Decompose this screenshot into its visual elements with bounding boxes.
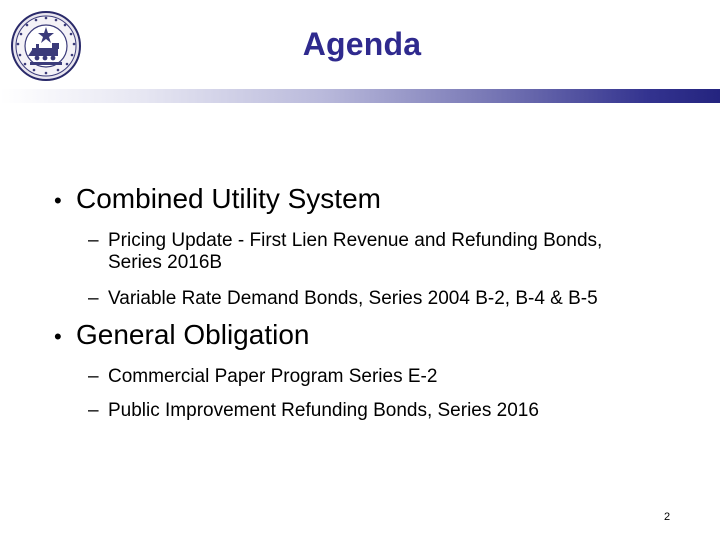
sub-item-commercial-paper [88,366,437,388]
bullet-icon: • [54,188,62,213]
slide-title: Agenda [302,26,422,62]
section-general-obligation [54,319,309,353]
sub-item-pricing-update [88,230,602,274]
sub-item-text: Variable Rate Demand Bonds, Series 2004 B-2, B-4 & B-5 [108,288,598,309]
dash-icon: – [88,366,99,387]
sub-item-text: Pricing Update - First Lien Revenue and Refunding Bonds, [108,230,603,251]
sub-item-variable-rate [88,288,598,310]
section-label: General Obligation [76,319,310,350]
dash-icon: – [88,400,99,421]
section-label: Combined Utility System [76,183,381,214]
dash-icon: – [88,230,99,251]
section-combined-utility-system [54,183,381,217]
bullet-icon: • [54,324,62,349]
dash-icon: – [88,288,99,309]
sub-item-text: Public Improvement Refunding Bonds, Series 2016 [108,400,539,421]
title-gradient-bar [0,89,720,103]
page-number: 2 [664,511,671,523]
sub-item-text-cont: Series 2016B [108,252,223,273]
sub-item-text: Commercial Paper Program Series E-2 [108,366,438,387]
sub-item-public-improvement [88,400,539,422]
